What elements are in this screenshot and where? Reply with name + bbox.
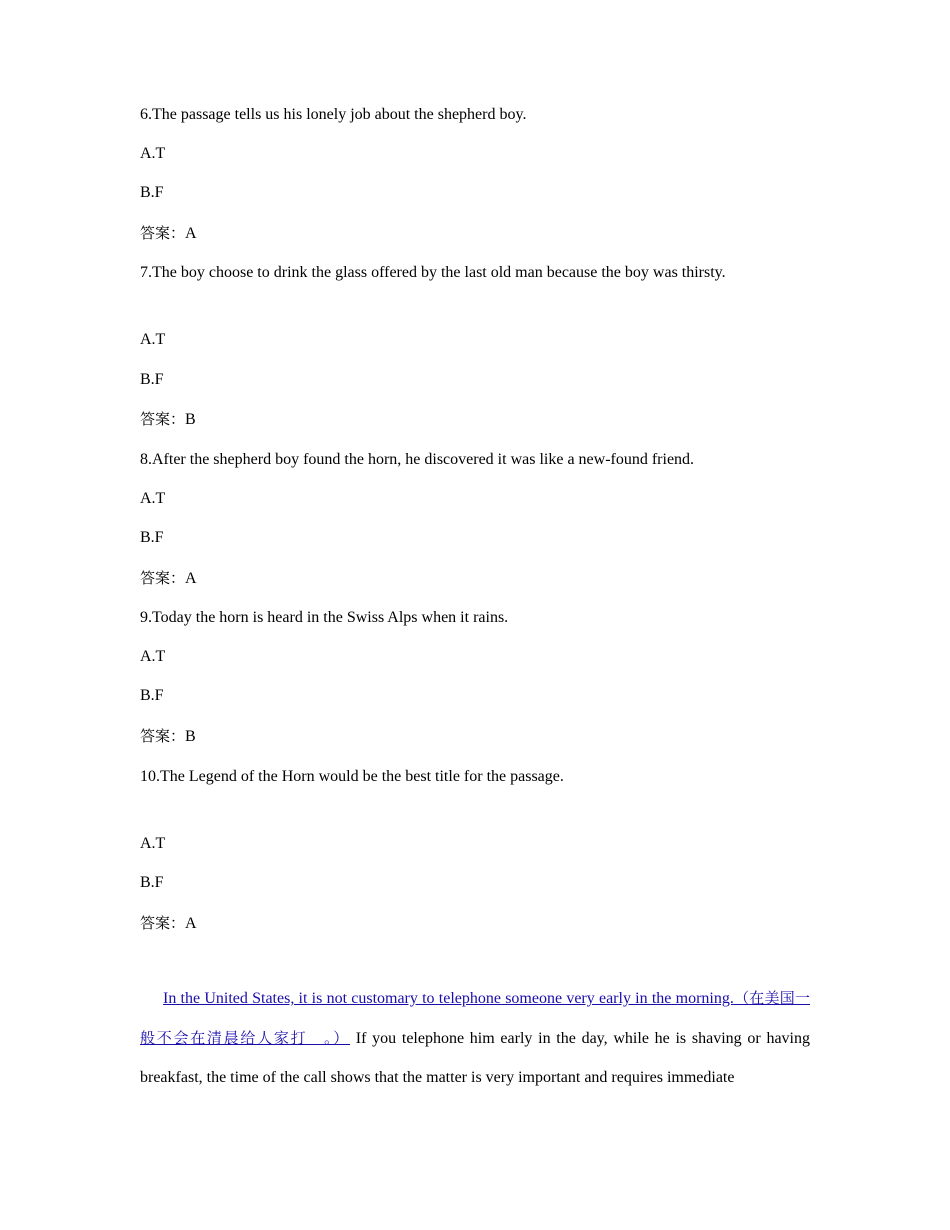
question-8-text: 8.After the shepherd boy found the horn, he discovered it was like a new-found friend. [140,451,695,468]
passage-link-chinese: （在美国一般不会在清晨给人家打 。） [140,989,810,1047]
question-9-option-a: A.T [140,648,166,665]
question-8-option-b: B.F [140,529,164,546]
answer-value: A [185,570,197,587]
question-9-answer [140,726,196,747]
question-10-option-b: B.F [140,874,164,891]
question-10-option-a: A.T [140,835,166,852]
question-8-answer [140,568,197,589]
question-10-text: 10.The Legend of the Horn would be the best title for the passage. [140,768,564,785]
question-7-option-b: B.F [140,371,164,388]
answer-label: 答案： [140,914,186,932]
question-8-option-a: A.T [140,490,166,507]
answer-label: 答案： [140,727,186,745]
question-7-text: 7.The boy choose to drink the glass offered by the last old man because the boy was thirsty. [140,264,726,281]
question-6-answer [140,223,197,244]
answer-label: 答案： [140,569,186,587]
answer-value: B [185,411,196,428]
answer-value: A [185,225,197,242]
question-10-answer [140,913,197,934]
passage-link-english: In the United States, it is not customary to telephone someone very early in the morning. [163,990,734,1007]
passage-body: If you telephone him early in the day, while he is shaving or having breakfast, the time of the call shows that the matter is very important and requires immediate [140,1029,810,1086]
question-6-option-b: B.F [140,184,164,201]
reading-passage [140,979,810,1098]
question-9-option-b: B.F [140,687,164,704]
question-6-text: 6.The passage tells us his lonely job about the shepherd boy. [140,106,527,123]
question-9-text: 9.Today the horn is heard in the Swiss Alps when it rains. [140,609,509,626]
question-7-option-a: A.T [140,331,166,348]
question-6-option-a: A.T [140,145,166,162]
answer-value: B [185,728,196,745]
answer-value: A [185,915,197,932]
question-7-answer [140,409,196,430]
answer-label: 答案： [140,224,186,242]
answer-label: 答案： [140,410,186,428]
